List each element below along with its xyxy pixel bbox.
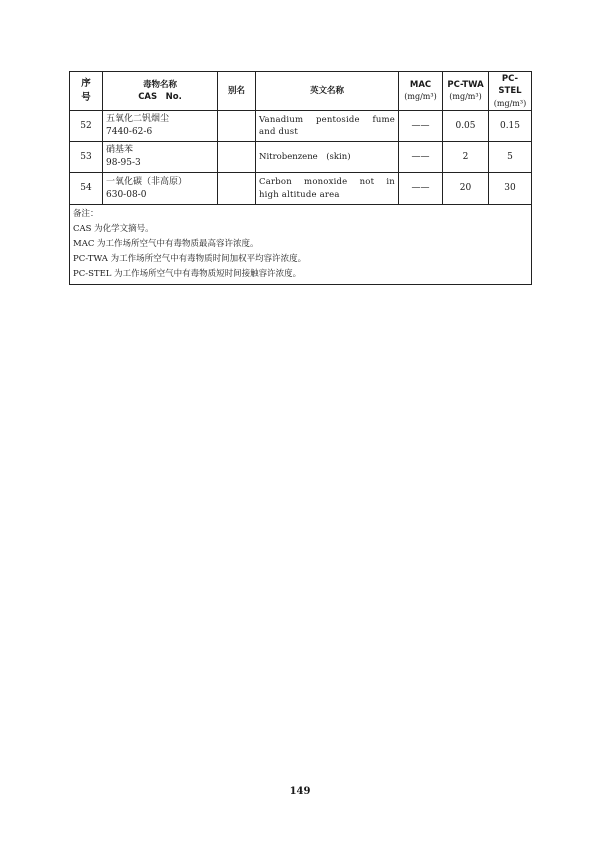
cas-number: 630-08-0 (106, 189, 147, 200)
cas-number: 7440-62-6 (106, 127, 153, 138)
row-mac: —— (399, 142, 443, 173)
header-pc-twa: PC-TWA (mg/m³) (443, 72, 489, 111)
row-english-name: Nitrobenzene (skin) (256, 142, 399, 173)
row-english-name: Carbon monoxide not in high altitude area (256, 173, 399, 205)
toxicant-name: 五氧化二钒烟尘 (106, 114, 170, 125)
row-pc-stel: 30 (489, 173, 532, 205)
header-row (70, 72, 532, 111)
note-cas: CAS 为化学文摘号。 (73, 224, 154, 235)
notes-row (70, 205, 532, 284)
header-index: 序 号 (70, 72, 103, 111)
row-pc-stel: 0.15 (489, 111, 532, 142)
row-index: 52 (70, 111, 103, 142)
toxicant-name: 一氧化碳（非高原） (106, 176, 188, 187)
toxicant-name: 硝基苯 (106, 145, 134, 156)
table-row (70, 142, 532, 173)
row-mac: —— (399, 173, 443, 205)
row-name-cas (103, 111, 218, 142)
notes-heading: 备注： (73, 209, 99, 220)
page-number: 149 (289, 786, 311, 797)
table-row (70, 111, 532, 142)
header-mac: MAC (mg/m³) (399, 72, 443, 111)
header-name-cas: 毒物名称 CAS No. (103, 72, 218, 111)
row-mac: —— (399, 111, 443, 142)
row-pc-stel: 5 (489, 142, 532, 173)
note-pc-twa: PC-TWA 为工作场所空气中有毒物质时间加权平均容许浓度。 (73, 253, 307, 264)
toxicant-limits-table (69, 71, 532, 285)
row-index: 54 (70, 173, 103, 205)
row-name-cas (103, 173, 218, 205)
row-index: 53 (70, 142, 103, 173)
row-name-cas (103, 142, 218, 173)
row-pc-twa: 2 (443, 142, 489, 173)
table-row (70, 173, 532, 205)
row-english-name: Vanadium pentoside fume and dust (256, 111, 399, 142)
note-mac: MAC 为工作场所空气中有毒物质最高容许浓度。 (73, 238, 259, 249)
header-english-name: 英文名称 (256, 72, 399, 111)
note-pc-stel: PC-STEL 为工作场所空气中有毒物质短时间接触容许浓度。 (73, 268, 302, 279)
row-alias (218, 111, 256, 142)
row-alias (218, 142, 256, 173)
header-pc-stel: PC-STEL (mg/m³) (489, 72, 532, 111)
row-pc-twa: 20 (443, 173, 489, 205)
header-alias: 别名 (218, 72, 256, 111)
row-pc-twa: 0.05 (443, 111, 489, 142)
cas-number: 98-95-3 (106, 158, 141, 169)
table-notes (70, 205, 532, 284)
row-alias (218, 173, 256, 205)
